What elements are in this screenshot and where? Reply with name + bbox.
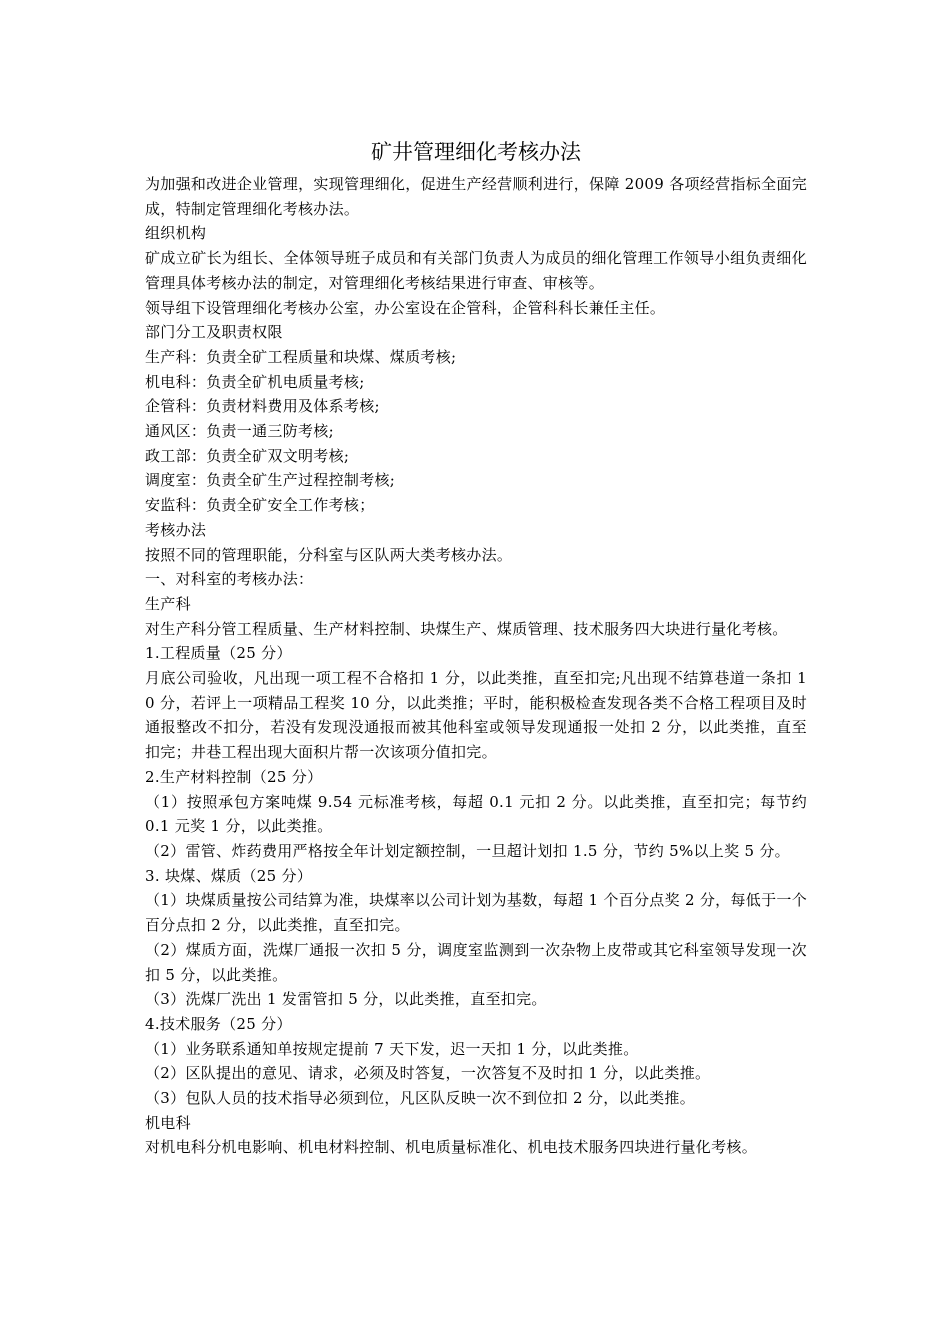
section-heading-assessment: 考核办法 <box>145 520 207 539</box>
paragraph: 矿成立矿长为组长、全体领导班子成员和有关部门负责人为成员的细化管理工作领导小组负责细化管理具体考核办法的制定，对管理细化考核结果进行审查、审核等。 <box>145 249 807 292</box>
department-heading: 生产科 <box>145 594 191 613</box>
rule-item: （1）业务联系通知单按规定提前 7 天下发，迟一天扣 1 分，以此类推。 <box>145 1039 639 1058</box>
rule-item: （1）按照承包方案吨煤 9.54 元标准考核，每超 0.1 元扣 2 分。以此类推，直至扣完；每节约 0.1 元奖 1 分，以此类推。 <box>145 792 807 836</box>
duty-item: 调度室：负责全矿生产过程控制考核; <box>145 471 396 490</box>
section-heading-division: 部门分工及职责权限 <box>145 323 283 342</box>
rule-item: （3）洗煤厂洗出 1 发雷管扣 5 分，以此类推，直至扣完。 <box>145 990 547 1009</box>
item-heading: 4.技术服务（25 分） <box>145 1014 292 1033</box>
rule-item: （2）煤质方面，洗煤厂通报一次扣 5 分，调度室监测到一次杂物上皮带或其它科室领导发现一次扣 5 分，以此类推。 <box>145 940 807 984</box>
subsection-heading: 一、对科室的考核办法： <box>145 570 314 589</box>
duty-item: 通风区：负责一通三防考核; <box>145 422 334 441</box>
rule-item: （3）包队人员的技术指导必须到位，凡区队反映一次不到位扣 2 分，以此类推。 <box>145 1089 696 1108</box>
paragraph: 对生产科分管工程质量、生产材料控制、块煤生产、煤质管理、技术服务四大块进行量化考核。 <box>145 619 788 638</box>
duty-item: 机电科：负责全矿机电质量考核; <box>145 372 365 391</box>
paragraph: 月底公司验收，凡出现一项工程不合格扣 1 分，以此类推，直至扣完;凡出现不结算巷道一条扣 10 分，若评上一项精品工程奖 10 分，以此类推；平时，能积极检查发现各类不合格工程项目及时通报整改不扣分，若没有发现没通报而被其他科室或领导发现通报一处扣 2 分，以此类推，直至扣完；井巷工程出现大面积片帮一次该项分值扣完。 <box>145 669 807 762</box>
item-heading: 3. 块煤、煤质（25 分） <box>145 866 313 885</box>
section-heading-organization: 组织机构 <box>145 224 207 243</box>
rule-item: （2）区队提出的意见、请求，必须及时答复，一次答复不及时扣 1 分，以此类推。 <box>145 1064 711 1083</box>
duty-item: 企管科：负责材料费用及体系考核; <box>145 397 380 416</box>
rule-item: （1）块煤质量按公司结算为准，块煤率以公司计划为基数，每超 1 个百分点奖 2 分，每低于一个百分点扣 2 分，以此类推，直至扣完。 <box>145 891 807 935</box>
item-heading: 1.工程质量（25 分） <box>145 644 292 663</box>
item-heading: 2.生产材料控制（25 分） <box>145 767 323 786</box>
intro-paragraph: 为加强和改进企业管理，实现管理细化，促进生产经营顺利进行，保障 2009 各项经营指标全面完成，特制定管理细化考核办法。 <box>145 175 807 218</box>
duty-item: 政工部：负责全矿双文明考核; <box>145 446 350 465</box>
document-page <box>145 138 807 1160</box>
paragraph: 领导组下设管理细化考核办公室，办公室设在企管科，企管科科长兼任主任。 <box>145 298 666 317</box>
department-heading: 机电科 <box>145 1113 191 1132</box>
rule-item: （2）雷管、炸药费用严格按全年计划定额控制，一旦超计划扣 1.5 分，节约 5%以上奖 5 分。 <box>145 841 790 860</box>
paragraph: 对机电科分机电影响、机电材料控制、机电质量标准化、机电技术服务四块进行量化考核。 <box>145 1138 758 1157</box>
document-title: 矿井管理细化考核办法 <box>371 140 581 164</box>
duty-item: 生产科：负责全矿工程质量和块煤、煤质考核; <box>145 347 457 366</box>
paragraph: 按照不同的管理职能，分科室与区队两大类考核办法。 <box>145 545 513 564</box>
duty-item: 安监科：负责全矿安全工作考核； <box>145 496 375 515</box>
